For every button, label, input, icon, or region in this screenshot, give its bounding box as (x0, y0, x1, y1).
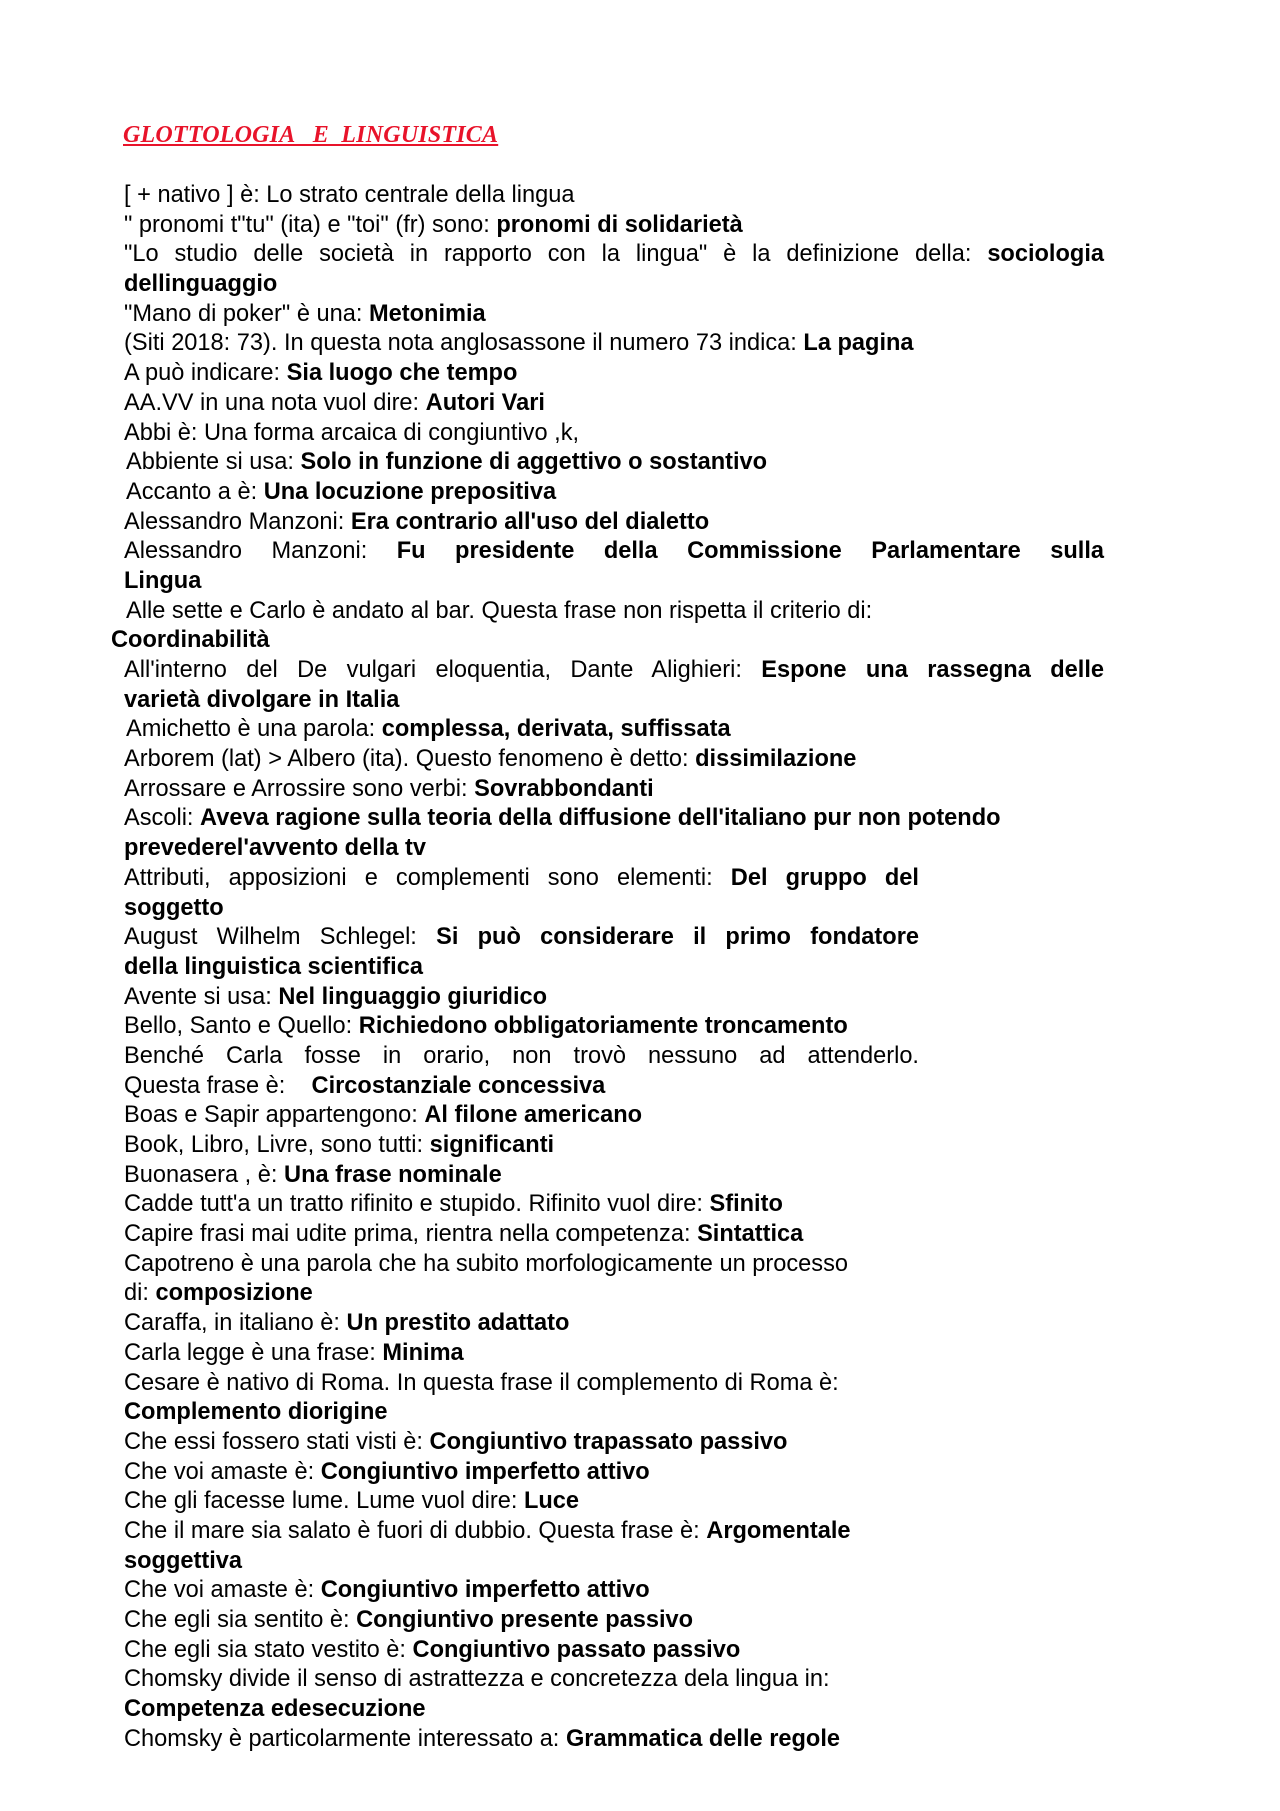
question-text: Che essi fossero stati visti è: (124, 1428, 430, 1455)
answer-text: Autori Vari (425, 389, 545, 416)
qa-line (124, 745, 1280, 775)
answer-text: Coordinabilità (111, 627, 270, 654)
answer-text: Nel linguaggio giuridico (278, 983, 548, 1010)
qa-line (124, 359, 1280, 389)
question-text: Avente si usa: (124, 983, 279, 1010)
qa-line (124, 1428, 1280, 1458)
question-text: Accanto a è: (126, 478, 264, 505)
answer-text: soggetto (124, 894, 224, 921)
question-text: Questa frase è: (124, 1072, 312, 1099)
qa-line (124, 1042, 919, 1072)
answer-text: Richiedono obbligatoriamente troncamento (358, 1013, 848, 1040)
answer-text: Sfinito (709, 1191, 783, 1218)
qa-line (124, 1101, 1280, 1131)
answer-text: sociologia (987, 241, 1104, 268)
question-text: Amichetto è una parola: (126, 716, 382, 743)
question-text: " pronomi t"tu" (ita) e "toi" (fr) sono: (124, 211, 497, 238)
question-text: A può indicare: (124, 360, 287, 387)
answer-text: Congiuntivo imperfetto attivo (320, 1458, 650, 1485)
answer-text: Si può considerare il primo fondatore (436, 924, 919, 951)
answer-text: Aveva ragione sulla teoria della diffusione dell'italiano pur non potendo (200, 805, 1001, 832)
qa-line (124, 181, 1280, 211)
answer-text: varietà divolgare in Italia (124, 686, 400, 713)
question-text: Boas e Sapir appartengono: (124, 1102, 425, 1129)
question-text: Alessandro Manzoni: (124, 538, 397, 565)
answer-text: prevederel'avvento della tv (124, 835, 426, 862)
qa-line (124, 1339, 1280, 1369)
qa-line (124, 211, 1280, 241)
answer-text: Circostanziale concessiva (311, 1072, 606, 1099)
qa-line (124, 804, 1280, 834)
qa-line (111, 626, 1280, 656)
answer-text: composizione (155, 1280, 313, 1307)
answer-text: Argomentale (706, 1517, 851, 1544)
qa-line (126, 478, 1280, 508)
question-text: Attributi, apposizioni e complementi sono elementi: (124, 864, 731, 891)
qa-line (124, 537, 1104, 567)
answer-text: Competenza edesecuzione (124, 1696, 426, 1723)
answer-text: Un prestito adattato (346, 1310, 570, 1337)
answer-text: Era contrario all'uso del dialetto (350, 508, 710, 535)
answer-text: soggettiva (124, 1547, 242, 1574)
answer-text: Del gruppo del (730, 864, 919, 891)
question-text: Che voi amaste è: (124, 1458, 321, 1485)
qa-line (124, 329, 1280, 359)
qa-line (124, 419, 1280, 449)
question-text: "Mano di poker" è una: (124, 300, 369, 327)
qa-line (124, 686, 1280, 716)
answer-text: Sovrabbondanti (474, 775, 654, 802)
answer-text: Congiuntivo trapassato passivo (429, 1428, 788, 1455)
qa-line (124, 983, 1280, 1013)
qa-line (124, 1576, 1280, 1606)
answer-text: complessa, derivata, suffissata (381, 716, 731, 743)
qa-line (124, 1636, 1280, 1666)
qa-line (124, 1072, 1280, 1102)
qa-line (124, 864, 919, 894)
qa-line (124, 1250, 1280, 1280)
question-text: Carla legge è una frase: (124, 1339, 383, 1366)
answer-text: Congiuntivo imperfetto attivo (320, 1577, 650, 1604)
question-text: Arrossare e Arrossire sono verbi: (124, 775, 475, 802)
answer-text: Sintattica (697, 1221, 804, 1248)
qa-line (124, 1131, 1280, 1161)
question-text: Che voi amaste è: (124, 1577, 321, 1604)
question-text: Ascoli: (124, 805, 201, 832)
answer-text: Congiuntivo presente passivo (356, 1607, 694, 1633)
qa-line (124, 1309, 1280, 1339)
answer-text: Metonimia (368, 300, 486, 327)
question-text: Alle sette e Carlo è andato al bar. Questa frase non rispetta il criterio di: (126, 597, 873, 624)
answer-text: pronomi di solidarietà (496, 211, 743, 238)
qa-line (124, 1606, 1280, 1636)
question-text: Arborem (lat) > Albero (ita). Questo fenomeno è detto: (124, 746, 696, 773)
question-text: Abbi è: Una forma arcaica di congiuntivo ,k, (124, 419, 580, 446)
answer-text: Lingua (124, 567, 202, 594)
qa-line (124, 1398, 1280, 1428)
qa-line (124, 1725, 1280, 1755)
answer-text: della linguistica scientifica (124, 953, 423, 980)
qa-line (124, 1161, 1280, 1191)
qa-line (124, 1369, 1280, 1399)
qa-line (126, 715, 1280, 745)
question-text: Alessandro Manzoni: (124, 508, 351, 535)
qa-line (124, 240, 1104, 270)
qa-line (124, 894, 1280, 924)
question-text: Buonasera , è: (124, 1161, 285, 1188)
question-text: Che egli sia stato vestito è: (124, 1636, 413, 1663)
answer-text: Luce (523, 1488, 580, 1515)
question-text: (Siti 2018: 73). In questa nota anglosassone il numero 73 indica: (124, 330, 804, 357)
question-text: [ + nativo ] è: Lo strato centrale della lingua (124, 182, 575, 208)
qa-line (124, 1458, 1280, 1488)
answer-text: Solo in funzione di aggettivo o sostantivo (300, 449, 768, 476)
question-text: Cesare è nativo di Roma. In questa frase il complemento di Roma è: (124, 1369, 839, 1396)
question-text: AA.VV in una nota vuol dire: (124, 389, 426, 416)
question-text: Chomsky divide il senso di astrattezza e concretezza dela lingua in: (124, 1666, 830, 1693)
question-text: Bello, Santo e Quello: (124, 1013, 359, 1040)
question-text: Capire frasi mai udite prima, rientra nella competenza: (124, 1221, 698, 1248)
question-text: Che gli facesse lume. Lume vuol dire: (124, 1488, 524, 1515)
question-text: Che il mare sia salato è fuori di dubbio. Questa frase è: (124, 1517, 707, 1544)
qa-line (124, 567, 1280, 597)
answer-text: Al filone americano (424, 1102, 643, 1129)
answer-text: Sia luogo che tempo (286, 360, 518, 387)
answer-text: Una frase nominale (284, 1161, 502, 1188)
qa-line (124, 953, 1280, 983)
answer-text: Una locuzione prepositiva (263, 478, 557, 505)
qa-line (124, 1665, 1280, 1695)
qa-line (124, 1190, 1280, 1220)
qa-line (124, 775, 1280, 805)
qa-line (124, 508, 1280, 538)
answer-text: Complemento diorigine (124, 1399, 388, 1426)
qa-line (124, 1517, 1280, 1547)
question-text: Capotreno è una parola che ha subito morfologicamente un processo (124, 1250, 848, 1277)
question-text: August Wilhelm Schlegel: (124, 924, 437, 951)
answer-text: Minima (382, 1339, 464, 1366)
question-text: Book, Libro, Livre, sono tutti: (124, 1132, 430, 1158)
qa-line (124, 1012, 1280, 1042)
document-title: GLOTTOLOGIA E LINGUISTICA (123, 122, 499, 148)
qa-list (0, 181, 1280, 1754)
answer-text: significanti (429, 1132, 555, 1158)
qa-line (124, 389, 1280, 419)
question-text: Benché Carla fosse in orario, non trovò nessuno ad attenderlo. (124, 1042, 919, 1069)
answer-text: Espone una rassegna delle (761, 657, 1104, 683)
qa-line (126, 597, 1280, 627)
question-text: Cadde tutt'a un tratto rifinito e stupido. Rifinito vuol dire: (124, 1191, 710, 1218)
qa-line (124, 300, 1280, 330)
question-text: Chomsky è particolarmente interessato a: (124, 1725, 566, 1752)
qa-line (124, 1220, 1280, 1250)
answer-text: dissimilazione (695, 746, 857, 773)
question-text: Che egli sia sentito è: (124, 1607, 357, 1633)
question-text: di: (124, 1280, 156, 1307)
qa-line (124, 1695, 1280, 1725)
answer-text: dellinguaggio (124, 271, 278, 298)
qa-line (124, 1279, 1280, 1309)
question-text: Caraffa, in italiano è: (124, 1310, 347, 1337)
question-text: All'interno del De vulgari eloquentia, Dante Alighieri: (124, 657, 762, 683)
answer-text: Congiuntivo passato passivo (412, 1636, 741, 1663)
qa-line (124, 1487, 1280, 1517)
qa-line (126, 448, 1280, 478)
question-text: "Lo studio delle società in rapporto con la lingua" è la definizione della: (124, 241, 988, 268)
qa-line (124, 834, 1280, 864)
qa-line (124, 656, 1104, 686)
question-text: Abbiente si usa: (126, 449, 301, 476)
qa-line (124, 270, 1280, 300)
answer-text: Grammatica delle regole (565, 1725, 841, 1752)
answer-text: Fu presidente della Commissione Parlamentare sulla (396, 538, 1104, 565)
answer-text: La pagina (803, 330, 914, 357)
qa-line (124, 923, 919, 953)
qa-line (124, 1547, 1280, 1577)
